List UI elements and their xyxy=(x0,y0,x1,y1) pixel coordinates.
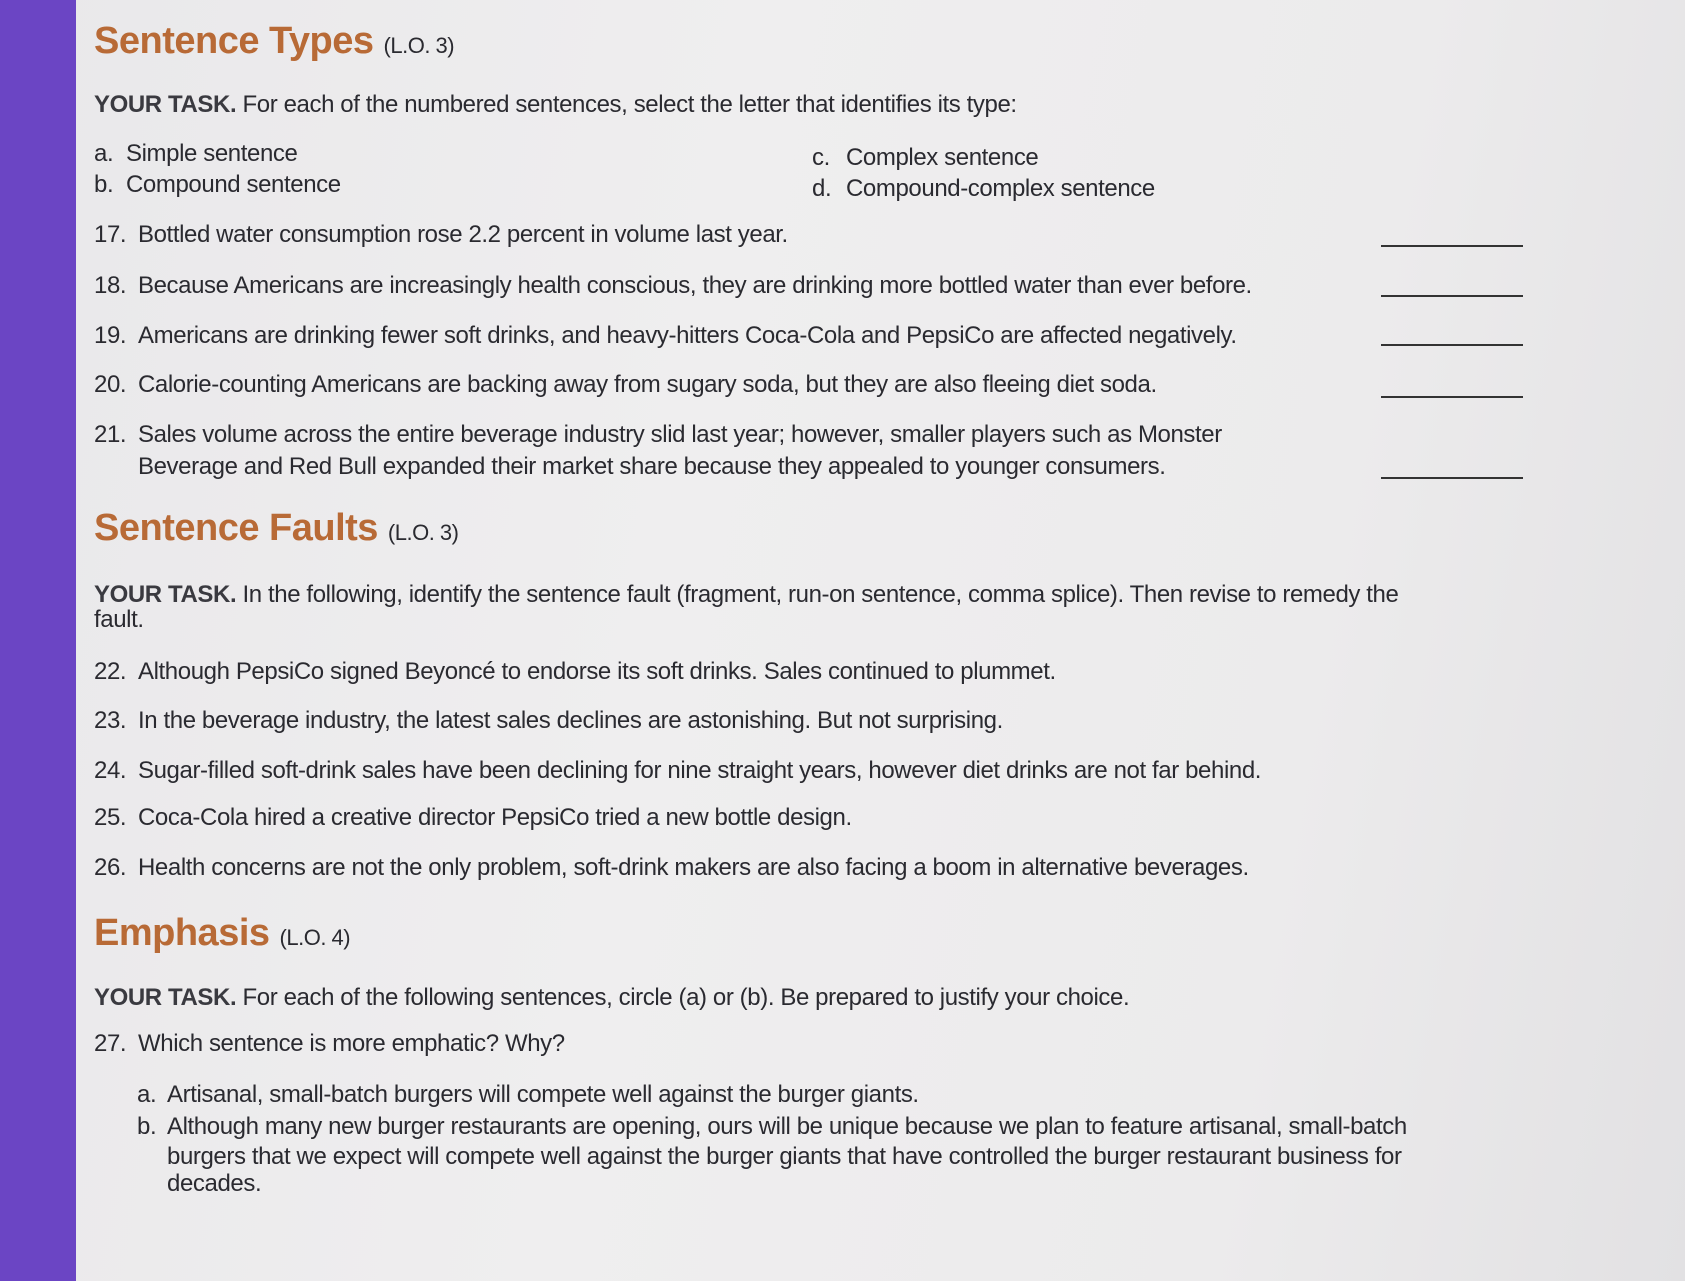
item-text: Although PepsiCo signed Beyoncé to endorse its soft drinks. Sales continued to plummet. xyxy=(138,658,1056,685)
list-item xyxy=(94,757,1261,785)
page-edge-stripe xyxy=(0,0,76,1281)
option-label: Complex sentence xyxy=(846,144,1039,171)
task-text: In the following, identify the sentence fault (fragment, run-on sentence, comma splice). Then revise to remedy the xyxy=(242,581,1399,608)
option-letter: c. xyxy=(812,144,830,171)
question-27 xyxy=(94,1030,565,1058)
task-text: For each of the following sentences, circle (a) or (b). Be prepared to justify your choice. xyxy=(242,984,1130,1011)
task-label: YOUR TASK. xyxy=(94,581,237,608)
list-item xyxy=(94,221,788,249)
list-item xyxy=(94,272,1252,300)
choice-letter: b. xyxy=(137,1113,157,1140)
item-number: 27. xyxy=(94,1030,127,1057)
title-text: Sentence Faults xyxy=(94,507,378,549)
option-letter: a. xyxy=(94,140,114,167)
choice-a[interactable] xyxy=(137,1081,919,1109)
section-title-sentence-faults xyxy=(94,507,459,550)
choice-b-line-3: decades. xyxy=(167,1170,262,1197)
answer-blank-21[interactable] xyxy=(1381,477,1523,479)
item-text: Sugar-filled soft-drink sales have been declining for nine straight years, however diet drinks are not far behind. xyxy=(138,757,1262,784)
item-text: Coca-Cola hired a creative director PepsiCo tried a new bottle design. xyxy=(138,804,852,831)
list-item xyxy=(94,371,1157,399)
item-number: 25. xyxy=(94,804,127,831)
answer-blank-20[interactable] xyxy=(1381,396,1523,398)
option-d xyxy=(812,175,1155,203)
item-text: Sales volume across the entire beverage industry slid last year; however, smaller players such as Monster xyxy=(138,421,1222,448)
item-number: 20. xyxy=(94,371,127,398)
answer-blank-18[interactable] xyxy=(1381,295,1523,297)
item-text: Which sentence is more emphatic? Why? xyxy=(138,1030,565,1057)
option-a xyxy=(94,140,297,168)
item-text: Bottled water consumption rose 2.2 percent in volume last year. xyxy=(138,221,788,248)
section-title-sentence-types xyxy=(94,20,454,63)
choice-text: Artisanal, small-batch burgers will compete well against the burger giants. xyxy=(167,1081,919,1108)
item-text: Calorie-counting Americans are backing away from sugary soda, but they are also fleeing diet soda. xyxy=(138,371,1157,398)
choice-b-line-2: burgers that we expect will compete well against the burger giants that have controlled the burger restaurant business for xyxy=(167,1143,1402,1170)
list-item xyxy=(94,421,1222,449)
item-text: Health concerns are not the only problem, soft-drink makers are also facing a boom in alternative beverages. xyxy=(138,854,1249,881)
task-instructions xyxy=(94,91,1017,119)
learning-objective: (L.O. 3) xyxy=(387,520,459,545)
list-item xyxy=(94,658,1056,686)
option-label: Compound-complex sentence xyxy=(846,175,1155,202)
learning-objective: (L.O. 4) xyxy=(279,925,351,950)
learning-objective: (L.O. 3) xyxy=(383,33,455,58)
item-number: 17. xyxy=(94,221,127,248)
item-number: 22. xyxy=(94,658,127,685)
choice-letter: a. xyxy=(137,1081,157,1108)
title-text: Emphasis xyxy=(94,912,270,954)
list-item xyxy=(94,854,1249,882)
option-label: Simple sentence xyxy=(126,140,298,167)
item-number: 19. xyxy=(94,322,127,349)
list-item xyxy=(94,804,852,832)
answer-blank-17[interactable] xyxy=(1381,245,1523,247)
task-text-continued: fault. xyxy=(94,606,144,633)
answer-blank-19[interactable] xyxy=(1381,344,1523,346)
item-text: Because Americans are increasingly health conscious, they are drinking more bottled water than ever before. xyxy=(138,272,1252,299)
item-text: Americans are drinking fewer soft drinks, and heavy-hitters Coca-Cola and PepsiCo are affected negatively. xyxy=(138,322,1237,349)
item-number: 24. xyxy=(94,757,127,784)
item-number: 26. xyxy=(94,854,127,881)
task-instructions xyxy=(94,581,1398,609)
item-text: In the beverage industry, the latest sales declines are astonishing. But not surprising. xyxy=(138,707,1003,734)
item-number: 18. xyxy=(94,272,127,299)
item-text-continued: Beverage and Red Bull expanded their market share because they appealed to younger consumers. xyxy=(138,453,1166,480)
option-letter: b. xyxy=(94,171,114,198)
task-label: YOUR TASK. xyxy=(94,984,237,1011)
list-item xyxy=(94,322,1237,350)
task-text: For each of the numbered sentences, select the letter that identifies its type: xyxy=(242,91,1017,118)
item-number: 21. xyxy=(94,421,127,448)
option-b xyxy=(94,171,341,199)
item-number: 23. xyxy=(94,707,127,734)
choice-b[interactable] xyxy=(137,1113,1407,1141)
title-text: Sentence Types xyxy=(94,20,374,62)
option-label: Compound sentence xyxy=(126,171,341,198)
section-title-emphasis xyxy=(94,912,350,955)
task-instructions xyxy=(94,984,1129,1012)
choice-text: Although many new burger restaurants are opening, ours will be unique because we plan to feature artisanal, small-batch xyxy=(167,1113,1407,1140)
option-c xyxy=(812,144,1038,172)
list-item xyxy=(94,707,1003,735)
option-letter: d. xyxy=(812,175,832,202)
task-label: YOUR TASK. xyxy=(94,91,237,118)
